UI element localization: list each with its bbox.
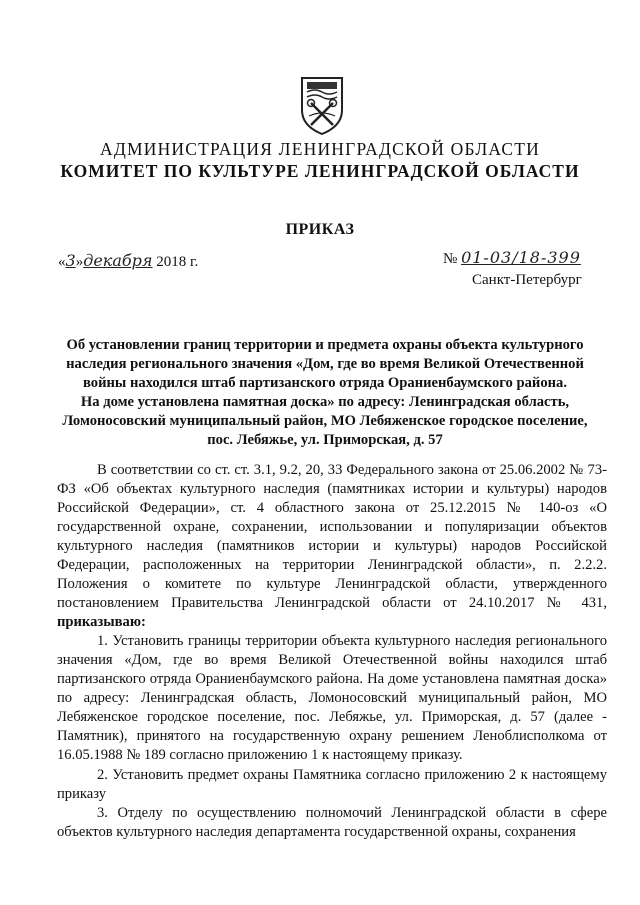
preamble-paragraph <box>57 461 607 632</box>
coat-of-arms-icon <box>299 76 345 136</box>
document-date <box>58 251 198 271</box>
document-type: ПРИКАЗ <box>285 221 355 238</box>
order-word: приказываю: <box>57 614 146 630</box>
date-open-quote: « <box>58 254 66 270</box>
document-subject <box>40 336 610 450</box>
preamble-text: В соответствии со ст. ст. 3.1, 9.2, 20, 33 Федерального закона от 25.06.2002 № 73-ФЗ «Об объектах культурного наследия (памятниках истории и культуры) народов Российской Федерации», ст. 4 областного закона от 25.12.2015 № 140-оз «О государственной охране, сохранении, использовании и популяризации объектов культурного наследия (памятников истории и культуры) народов Российской Федерации, расположенных на территории Ленинградской области», п. 2.2.2. Положения о комитете по культуре Ленинградской области, утвержденного постановлением Правительства Ленинградской области от 24.10.2017 № 431, <box>57 462 607 611</box>
subject-line: пос. Лебяжье, ул. Приморская, д. 57 <box>207 432 443 448</box>
number-value: 01-03/18-399 <box>461 248 581 267</box>
order-item-2: 2. Установить предмет охраны Памятника согласно приложению 2 к настоящему приказу <box>57 767 607 802</box>
subject-line: Ломоносовский муниципальный район, МО Лебяженское городское поселение, <box>62 413 588 429</box>
date-day: 3 <box>65 251 76 270</box>
organization-name: АДМИНИСТРАЦИЯ ЛЕНИНГРАДСКОЙ ОБЛАСТИ <box>100 139 540 159</box>
subject-line: наследия регионального значения «Дом, где во время Великой Отечественной <box>66 356 584 372</box>
order-item-3: 3. Отделу по осуществлению полномочий Ленинградской области в сфере объектов культурного наследия департамента государственной охраны, сохранения <box>57 805 607 840</box>
subject-line: На доме установлена памятная доска» по адресу: Ленинградская область, <box>80 394 570 410</box>
committee-name: КОМИТЕТ ПО КУЛЬТУРЕ ЛЕНИНГРАДСКОЙ ОБЛАСТИ <box>60 161 580 181</box>
document-number <box>443 248 581 268</box>
document-city: Санкт-Петербург <box>472 272 582 288</box>
subject-line: войны находился штаб партизанского отряда Ораниенбаумского района. <box>83 375 567 391</box>
subject-line: Об установлении границ территории и предмета охраны объекта культурного <box>66 337 584 353</box>
number-prefix: № <box>443 251 458 267</box>
date-year: 2018 г. <box>156 254 199 270</box>
date-close-quote: » <box>75 254 84 270</box>
order-item-1: 1. Установить границы территории объекта культурного наследия регионального значения «Дом, где во время Великой Отечественной войны находился штаб партизанского отряда Ораниенбаумского района. На доме установлена памятная доска» по адресу: Ленинградская область, Ломоносовский муниципальный район, МО Лебяженское городское поселение, пос. Лебяжье, ул. Приморская, д. 57 (далее - Памятник), принятого на государственную охрану решением Леноблисполкома от 16.05.1988 № 189 согласно приложению 1 к настоящему приказу. <box>57 633 607 763</box>
date-month: декабря <box>83 251 153 270</box>
